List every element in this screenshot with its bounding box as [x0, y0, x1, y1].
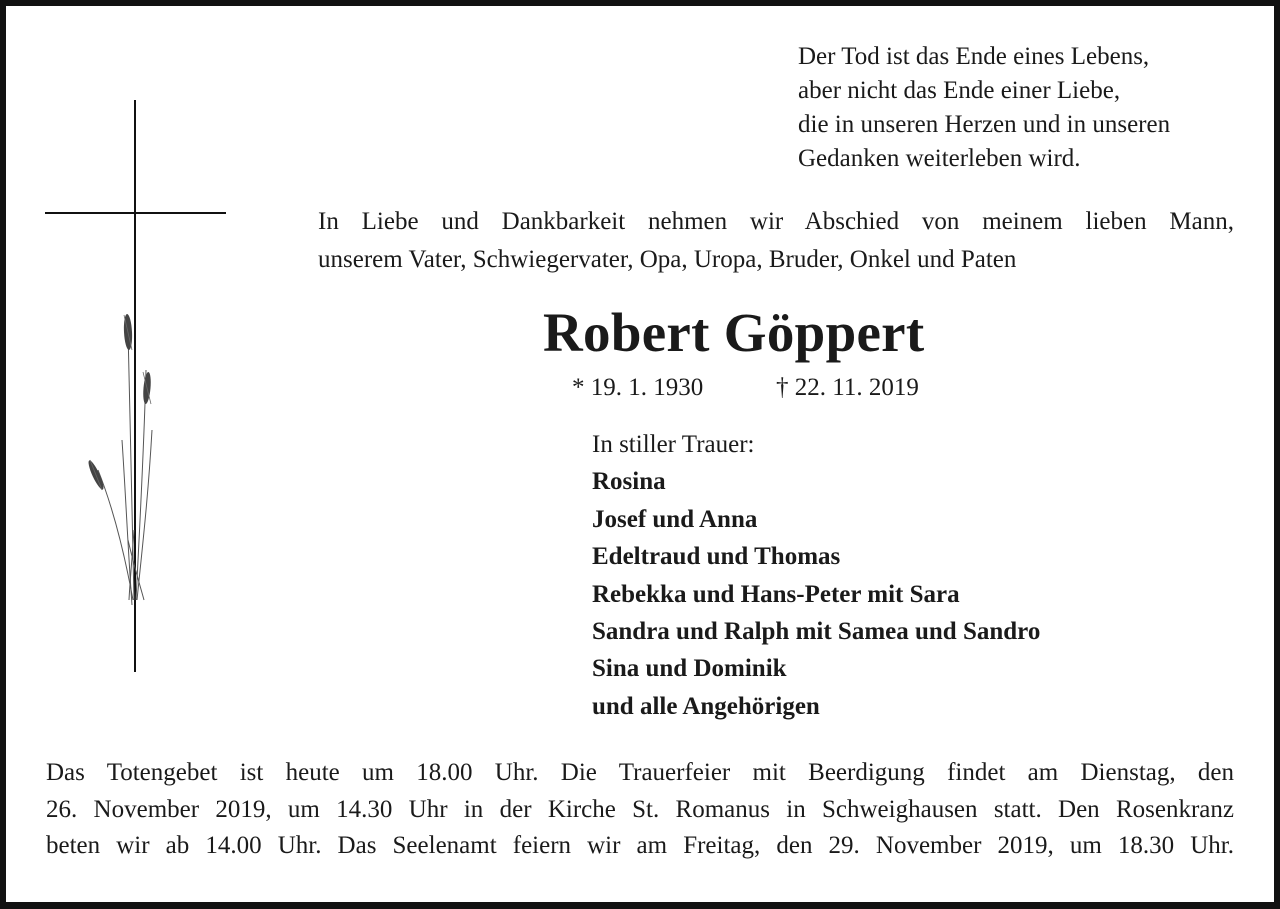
- intro-line: In Liebe und Dankbarkeit nehmen wir Abschied von meinem lieben Mann,: [318, 208, 1234, 235]
- mourner-name: Edeltraud und Thomas: [592, 543, 841, 571]
- mourners-list: [592, 426, 1040, 725]
- memorial-poem: [798, 40, 1170, 176]
- mourners-heading: In stiller Trauer:: [592, 431, 755, 458]
- mourner-name: Sina und Dominik: [592, 655, 787, 683]
- poem-line: die in unseren Herzen und in unseren: [798, 111, 1171, 138]
- mourner-name: und alle Angehörigen: [592, 692, 820, 720]
- poem-line: aber nicht das Ende einer Liebe,: [798, 77, 1121, 104]
- deceased-name: Robert Göppert: [543, 302, 925, 363]
- mourner-name: Sandra und Ralph mit Samea und Sandro: [592, 618, 1041, 646]
- poem-line: Gedanken weiterleben wird.: [798, 145, 1081, 172]
- birth-date: * 19. 1. 1930: [572, 374, 704, 401]
- notice-line: 26. November 2019, um 14.30 Uhr in der Kirche St. Romanus in Schweighausen statt. Den Rosenkranz: [46, 795, 1234, 823]
- mourner-name: Rebekka und Hans-Peter mit Sara: [592, 580, 960, 608]
- notice-line: Das Totengebet ist heute um 18.00 Uhr. Die Trauerfeier mit Beerdigung findet am Dienstag, den: [46, 759, 1234, 786]
- intro-line: unserem Vater, Schwiegervater, Opa, Uropa, Bruder, Onkel und Paten: [318, 246, 1017, 273]
- cross-with-wheat-icon: [40, 100, 240, 680]
- service-notice: [46, 755, 1234, 865]
- farewell-intro: [318, 203, 1234, 279]
- notice-line: beten wir ab 14.00 Uhr. Das Seelenamt feiern wir am Freitag, den 29. November 2019, um 18.30 Uhr.: [46, 832, 1234, 859]
- mourner-name: Rosina: [592, 468, 666, 496]
- poem-line: Der Tod ist das Ende eines Lebens,: [798, 43, 1150, 70]
- mourner-name: Josef und Anna: [592, 505, 758, 533]
- death-date: † 22. 11. 2019: [776, 374, 919, 401]
